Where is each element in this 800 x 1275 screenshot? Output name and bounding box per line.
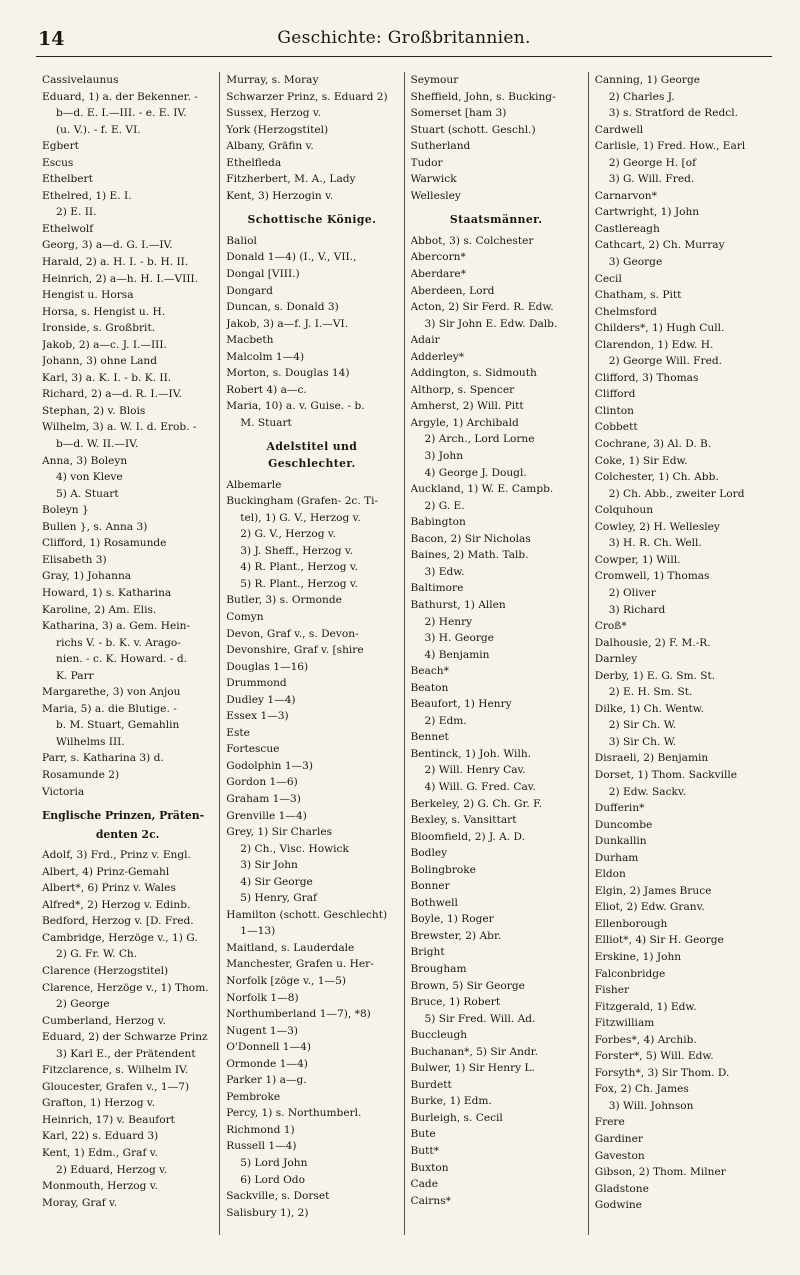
index-entry: Cowley, 2) H. Wellesley (594, 520, 720, 533)
index-entry: Albert, 4) Prinz-Gemahl (42, 865, 170, 878)
index-entry: Nugent 1—3) (226, 1024, 299, 1037)
index-entry: Godolphin 1—3) (226, 759, 314, 772)
index-entry: Burke, 1) Edm. (410, 1095, 492, 1108)
index-subentry: 5) A. Stuart (56, 487, 119, 500)
index-entry: Heinrich, 2) a—h. H. I.—VIII. (42, 272, 199, 285)
index-entry: Amherst, 2) Will. Pitt (410, 400, 524, 413)
index-entry: Buckingham (Grafen- 2c. Ti- (226, 495, 379, 508)
index-subentry: 4) von Kleve (56, 471, 123, 484)
index-entry: Clarence, Herzöge v., 1) Thom. (42, 981, 209, 994)
index-entry: Albert*, 6) Prinz v. Wales (42, 882, 176, 895)
index-entry: Harald, 2) a. H. I. - b. H. II. (42, 256, 189, 269)
index-entry: Douglas 1—16) (226, 660, 309, 673)
index-subentry: 3) Edw. (424, 565, 465, 578)
index-subentry: 6) Lord Odo (240, 1173, 305, 1186)
index-subentry: 2) Sir Ch. W. (608, 719, 677, 732)
index-subentry: 3) Sir Ch. W. (608, 735, 677, 748)
index-entry: Russell 1—4) (226, 1140, 297, 1153)
index-entry: Bentinck, 1) Joh. Wilh. (410, 747, 532, 760)
index-entry: Eduard, 2) der Schwarze Prinz (42, 1031, 208, 1044)
index-entry: Devon, Graf v., s. Devon- (226, 627, 359, 640)
index-entry: Maria, 5) a. die Blutige. - (42, 702, 177, 715)
index-entry: Forster*, 5) Will. Edw. (594, 1050, 714, 1063)
index-entry: Jakob, 2) a—c. J. I.—III. (42, 338, 167, 351)
index-entry: Chelmsford (594, 305, 657, 318)
index-entry: Victoria (42, 785, 85, 798)
index-entry: Bulwer, 1) Sir Henry L. (410, 1062, 535, 1075)
index-subentry: 5) Sir Fred. Will. Ad. (424, 1012, 536, 1025)
index-entry: Karoline, 2) Am. Elis. (42, 603, 157, 616)
index-entry: Dalhousie, 2) F. M.-R. (594, 636, 711, 649)
index-subentry: 2) G. E. (424, 499, 465, 512)
index-subentry: b—d. W. II.—IV. (56, 438, 139, 451)
index-subentry: 4) George J. Dougl. (424, 466, 527, 479)
index-entry: Brougham (410, 962, 467, 975)
index-entry: Brewster, 2) Abr. (410, 929, 502, 942)
index-entry: Fisher (594, 984, 630, 997)
index-entry: Dongard (226, 284, 273, 297)
index-entry: Bright (410, 946, 445, 959)
index-entry: Aberdeen, Lord (410, 284, 495, 297)
index-subentry: 2) Edw. Sackv. (608, 785, 687, 798)
index-entry: Fox, 2) Ch. James (594, 1083, 689, 1096)
index-subentry: 2) G. V., Herzog v. (240, 528, 336, 541)
index-subentry: 3) G. Will. Fred. (608, 173, 695, 186)
index-entry: Chatham, s. Pitt (594, 289, 682, 302)
index-entry: Bullen }, s. Anna 3) (42, 520, 148, 533)
index-entry: Addington, s. Sidmouth (410, 367, 537, 380)
index-entry: Anna, 3) Boleyn (42, 454, 128, 467)
index-column-1 (36, 72, 219, 1235)
index-entry: Bennet (410, 731, 449, 744)
index-entry: Bonner (410, 880, 450, 893)
index-entry: Monmouth, Herzog v. (42, 1180, 158, 1193)
index-entry: Cathcart, 2) Ch. Murray (594, 239, 725, 252)
index-entry: Burleigh, s. Cecil (410, 1111, 503, 1124)
index-entry: Sheffield, John, s. Bucking- (410, 90, 556, 103)
index-entry: Salisbury 1), 2) (226, 1206, 309, 1219)
section-heading: Adelstitel und Geschlechter. (266, 440, 358, 471)
index-entry: Escus (42, 156, 74, 169)
index-subentry: 4) Will. G. Fred. Cav. (424, 780, 536, 793)
index-entry: Warwick (410, 173, 457, 186)
index-entry: Derby, 1) E. G. Sm. St. (594, 669, 716, 682)
index-entry: Kent, 1) Edm., Graf v. (42, 1147, 158, 1159)
index-subentry: 3) H. George (424, 632, 494, 645)
index-entry: Percy, 1) s. Northumberl. (226, 1107, 362, 1120)
section-heading: Englische Prinzen, Präten- (42, 809, 205, 823)
index-subentry: b—d. E. I.—III. - e. E. IV. (56, 107, 187, 120)
index-entry: Dongal [VIII.) (226, 268, 300, 281)
index-entry: Ethelwolf (42, 222, 94, 235)
index-entry: Auckland, 1) W. E. Campb. (410, 483, 554, 496)
index-entry: Cumberland, Herzog v. (42, 1014, 166, 1027)
index-entry: Argyle, 1) Archibald (410, 416, 519, 429)
index-entry: Duncombe (594, 818, 653, 831)
page-header (36, 26, 772, 57)
index-entry: Wellesley (410, 189, 461, 202)
index-entry: Stuart (schott. Geschl.) (410, 123, 536, 136)
index-entry: Beaufort, 1) Henry (410, 698, 512, 711)
index-entry: Macbeth (226, 334, 274, 347)
index-entry: Malcolm 1—4) (226, 350, 305, 363)
index-subentry: 1—13) (240, 925, 276, 938)
index-entry: Carlisle, 1) Fred. How., Earl (594, 140, 746, 153)
index-subentry: nien. - c. K. Howard. - d. (56, 653, 187, 666)
index-entry: Albany, Gräfin v. (226, 140, 314, 153)
index-subentry: 2) Arch., Lord Lorne (424, 433, 535, 446)
index-entry: Cecil (594, 272, 622, 285)
index-entry: Grenville 1—4) (226, 809, 307, 822)
index-entry: Darnley (594, 653, 638, 666)
index-entry: Gladstone (594, 1182, 649, 1195)
index-entry: Donald 1—4) (I., V., VII., (226, 251, 357, 264)
index-entry: Buccleugh (410, 1029, 468, 1042)
index-entry: Hengist u. Horsa (42, 289, 134, 302)
index-entry: Howard, 1) s. Katharina (42, 586, 172, 599)
index-entry: Cromwell, 1) Thomas (594, 570, 710, 583)
index-subentry: 3) s. Stratford de Redcl. (608, 107, 738, 120)
index-entry: Fitzwilliam (594, 1017, 655, 1030)
index-entry: Baines, 2) Math. Talb. (410, 549, 529, 562)
index-entry: Bolingbroke (410, 863, 476, 876)
index-entry: Colchester, 1) Ch. Abb. (594, 471, 719, 484)
index-entry: Kent, 3) Herzogin v. (226, 189, 334, 202)
index-entry: Althorp, s. Spencer (410, 383, 515, 396)
index-entry: Georg, 3) a—d. G. I.—IV. (42, 239, 173, 252)
index-entry: O'Donnell 1—4) (226, 1041, 311, 1054)
index-entry: Eldon (594, 868, 626, 881)
index-subentry: tel), 1) G. V., Herzog v. (240, 511, 361, 524)
index-entry: Albemarle (226, 478, 282, 491)
index-entry: Rosamunde 2) (42, 768, 120, 781)
index-entry: Clarendon, 1) Edw. H. (594, 338, 714, 351)
index-entry: Horsa, s. Hengist u. H. (42, 305, 166, 318)
index-entry: Clifford (594, 388, 636, 401)
index-subentry: 3) Sir John E. Edw. Dalb. (424, 317, 558, 330)
index-entry: York (Herzogstitel) (226, 123, 329, 136)
index-subentry: 2) Edm. (424, 714, 467, 727)
index-subentry: 2) George Will. Fred. (608, 355, 723, 368)
index-entry: Disraeli, 2) Benjamin (594, 752, 709, 765)
index-entry: Schwarzer Prinz, s. Eduard 2) (226, 90, 388, 103)
index-entry: Margarethe, 3) von Anjou (42, 686, 181, 699)
index-subentry: 2) G. Fr. W. Ch. (56, 948, 138, 961)
index-entry: Godwine (594, 1199, 642, 1212)
index-entry: Bloomfield, 2) J. A. D. (410, 830, 525, 843)
index-entry: Gardiner (594, 1133, 643, 1145)
index-entry: Clarence (Herzogstitel) (42, 964, 169, 977)
index-entry: Colquhoun (594, 504, 654, 517)
index-entry: Baliol (226, 234, 257, 247)
index-entry: Wilhelm, 3) a. W. I. d. Erob. - (42, 421, 197, 434)
index-entry: Bexley, s. Vansittart (410, 814, 517, 827)
index-entry: Ellenborough (594, 917, 668, 930)
index-entry: Robert 4) a—c. (226, 383, 307, 396)
index-entry: Dunkallin (594, 835, 647, 848)
index-entry: Comyn (226, 610, 264, 623)
index-entry: Elisabeth 3) (42, 553, 107, 566)
section-heading-continued: denten 2c. (95, 827, 160, 841)
index-entry: Richard, 2) a—d. R. I.—IV. (42, 388, 182, 401)
index-columns (36, 72, 772, 1235)
index-entry: Cassivelaunus (42, 74, 119, 86)
page-number: 14 (38, 28, 65, 50)
index-entry: Aberdare* (410, 268, 466, 281)
index-entry: Adderley* (410, 350, 464, 363)
index-entry: Brown, 5) Sir George (410, 979, 525, 992)
index-entry: Beaton (410, 681, 449, 694)
index-entry: Cobbett (594, 421, 638, 434)
index-entry: Acton, 2) Sir Ferd. R. Edw. (410, 301, 554, 314)
index-entry: Karl, 22) s. Eduard 3) (42, 1130, 159, 1143)
index-subentry: 2) E. H. Sm. St. (608, 686, 693, 699)
index-entry: Este (226, 726, 250, 739)
index-entry: Erskine, 1) John (594, 950, 682, 963)
index-entry: Castlereagh (594, 222, 660, 235)
index-entry: Johann, 3) ohne Land (42, 355, 158, 368)
index-entry: Fortescue (226, 743, 280, 756)
index-entry: Gloucester, Grafen v., 1—7) (42, 1080, 190, 1093)
index-entry: Manchester, Grafen u. Her- (226, 958, 374, 971)
index-entry: Sussex, Herzog v. (226, 107, 321, 120)
index-entry: Dilke, 1) Ch. Wentw. (594, 702, 704, 715)
index-subentry: (u. V.). - f. E. VI. (56, 123, 141, 136)
index-entry: Boleyn } (42, 504, 89, 517)
index-entry: Frere (594, 1116, 625, 1129)
index-entry: Buxton (410, 1161, 449, 1174)
index-subentry: 2) George H. [of (608, 156, 696, 169)
index-entry: Maitland, s. Lauderdale (226, 941, 355, 954)
index-entry: Fitzgerald, 1) Edw. (594, 1000, 697, 1013)
index-entry: Katharina, 3) a. Gem. Hein- (42, 620, 191, 633)
index-subentry: 4) Sir George (240, 875, 313, 888)
index-subentry: 3) J. Sheff., Herzog v. (240, 544, 354, 557)
index-entry: Clifford, 1) Rosamunde (42, 537, 167, 550)
index-entry: Ethelfleda (226, 156, 282, 169)
index-entry: Clinton (594, 404, 634, 417)
index-entry: Bruce, 1) Robert (410, 996, 501, 1009)
index-subentry: 4) R. Plant., Herzog v. (240, 561, 358, 574)
index-entry: Maria, 10) a. v. Guise. - b. (226, 400, 365, 413)
index-subentry: 3) H. R. Ch. Well. (608, 537, 702, 550)
index-subentry: 2) George (56, 998, 110, 1011)
index-entry: Heinrich, 17) v. Beaufort (42, 1113, 175, 1126)
index-entry: Eliot, 2) Edw. Granv. (594, 901, 705, 914)
page-title: Geschichte: Großbritannien. (277, 28, 531, 48)
index-entry: Parr, s. Katharina 3) d. (42, 752, 164, 765)
index-entry: Pembroke (226, 1090, 281, 1103)
index-entry: Adolf, 3) Frd., Prinz v. Engl. (42, 849, 191, 862)
index-entry: Graham 1—3) (226, 792, 301, 805)
index-entry: Bothwell (410, 896, 458, 909)
index-entry: Canning, 1) George (594, 74, 701, 86)
index-entry: Norfolk [zöge v., 1—5) (226, 974, 346, 987)
index-entry: Buchanan*, 5) Sir Andr. (410, 1045, 539, 1058)
index-subentry: 2) Will. Henry Cav. (424, 764, 526, 777)
index-entry: Gordon 1—6) (226, 776, 298, 789)
index-entry: Grafton, 1) Herzog v. (42, 1097, 155, 1110)
index-entry: Boyle, 1) Roger (410, 913, 494, 926)
index-subentry: K. Parr (56, 669, 94, 682)
section-heading: Schottische Könige. (247, 213, 377, 227)
index-entry: Drummond (226, 677, 287, 690)
index-entry: Berkeley, 2) G. Ch. Gr. F. (410, 797, 543, 810)
index-entry: Sutherland (410, 140, 471, 153)
index-entry: Ironside, s. Großbrit. (42, 322, 156, 335)
index-entry: Cairns* (410, 1194, 451, 1207)
index-entry: Butt* (410, 1145, 439, 1157)
index-subentry: 3) George (608, 256, 663, 269)
index-entry: Alfred*, 2) Herzog v. Edinb. (42, 898, 191, 911)
index-entry: Elgin, 2) James Bruce (594, 884, 712, 897)
index-entry: Bedford, Herzog v. [D. Fred. (42, 915, 194, 928)
index-entry: Clifford, 3) Thomas (594, 371, 699, 384)
index-entry: Bute (410, 1128, 436, 1141)
index-subentry: 2) Eduard, Herzog v. (56, 1163, 168, 1176)
index-subentry: 2) Ch. Abb., zweiter Lord (608, 487, 745, 500)
index-subentry: M. Stuart (240, 416, 292, 429)
index-subentry: 3) Sir John (240, 859, 298, 872)
index-entry: Cardwell (594, 123, 644, 136)
index-entry: Ormonde 1—4) (226, 1057, 308, 1070)
index-entry: Cochrane, 3) Al. D. B. (594, 438, 712, 451)
index-entry: Egbert (42, 140, 79, 153)
index-entry: Bathurst, 1) Allen (410, 598, 506, 611)
index-entry: Norfolk 1—8) (226, 991, 299, 1004)
index-entry: Stephan, 2) v. Blois (42, 404, 146, 417)
index-entry: Croß* (594, 620, 627, 633)
index-entry: Dufferin* (594, 802, 645, 815)
index-subentry: Wilhelms III. (56, 735, 125, 748)
index-entry: Karl, 3) a. K. I. - b. K. II. (42, 371, 172, 384)
index-entry: Butler, 3) s. Ormonde (226, 594, 342, 607)
index-entry: Childers*, 1) Hugh Cull. (594, 322, 725, 335)
index-subentry: 5) R. Plant., Herzog v. (240, 577, 358, 590)
index-entry: Northumberland 1—7), *8) (226, 1008, 371, 1021)
index-entry: Cade (410, 1178, 438, 1191)
index-entry: Burdett (410, 1078, 452, 1091)
index-entry: Cartwright, 1) John (594, 206, 700, 219)
index-entry: Coke, 1) Sir Edw. (594, 454, 688, 467)
index-entry: Carnarvon* (594, 189, 657, 202)
index-entry: Bacon, 2) Sir Nicholas (410, 532, 531, 545)
index-entry: Babington (410, 516, 466, 529)
index-entry: Devonshire, Graf v. [shire (226, 644, 364, 657)
index-entry: Bodley (410, 847, 448, 860)
index-entry: Falconbridge (594, 967, 666, 980)
index-entry: Gibson, 2) Thom. Milner (594, 1166, 726, 1179)
index-entry: Murray, s. Moray (226, 74, 319, 86)
index-subentry: 5) Lord John (240, 1157, 308, 1169)
index-column-2 (219, 72, 403, 1235)
index-subentry: 2) E. II. (56, 206, 97, 219)
index-entry: Gray, 1) Johanna (42, 570, 132, 583)
index-entry: Grey, 1) Sir Charles (226, 826, 333, 839)
index-column-4 (588, 72, 772, 1235)
index-entry: Beach* (410, 665, 449, 678)
index-entry: Hamilton (schott. Geschlecht) (226, 908, 388, 921)
index-entry: Adair (410, 334, 440, 347)
index-entry: Dudley 1—4) (226, 693, 296, 706)
index-entry: Elliot*, 4) Sir H. George (594, 934, 724, 947)
index-entry: Durham (594, 851, 639, 864)
index-subentry: richs V. - b. K. v. Arago- (56, 636, 181, 649)
index-entry: Cowper, 1) Will. (594, 553, 681, 566)
index-subentry: 3) John (424, 450, 464, 463)
index-entry: Essex 1—3) (226, 710, 289, 723)
index-subentry: 2) Charles J. (608, 90, 675, 103)
index-subentry: 2) Henry (424, 615, 473, 628)
index-column-3 (404, 72, 588, 1235)
index-subentry: b. M. Stuart, Gemahlin (56, 719, 180, 732)
index-entry: Parker 1) a—g. (226, 1074, 307, 1087)
index-subentry: 3) Richard (608, 603, 666, 616)
index-entry: Forsyth*, 3) Sir Thom. D. (594, 1066, 730, 1079)
index-subentry: 3) Will. Johnson (608, 1099, 694, 1112)
index-entry: Seymour (410, 74, 459, 86)
index-subentry: 2) Oliver (608, 586, 656, 599)
index-entry: Eduard, 1) a. der Bekenner. - (42, 90, 198, 103)
index-entry: Sackville, s. Dorset (226, 1190, 330, 1203)
index-entry: Gaveston (594, 1149, 645, 1162)
index-entry: Cambridge, Herzöge v., 1) G. (42, 931, 198, 944)
index-entry: Abercorn* (410, 251, 466, 264)
index-entry: Abbot, 3) s. Colchester (410, 234, 534, 247)
index-entry: Fitzclarence, s. Wilhelm IV. (42, 1064, 189, 1077)
index-entry: Forbes*, 4) Archib. (594, 1033, 697, 1046)
index-entry: Jakob, 3) a—f. J. I.—VI. (226, 317, 349, 330)
index-subentry: 5) Henry, Graf (240, 892, 317, 905)
index-entry: Morton, s. Douglas 14) (226, 367, 350, 380)
index-subentry: 2) Ch., Visc. Howick (240, 842, 349, 855)
index-entry: Ethelbert (42, 173, 93, 186)
index-entry: Dorset, 1) Thom. Sackville (594, 768, 738, 781)
section-heading: Staatsmänner. (449, 213, 543, 227)
index-subentry: 3) Karl E., der Prätendent (56, 1047, 196, 1060)
index-subentry: 4) Benjamin (424, 648, 490, 661)
index-entry: Moray, Graf v. (42, 1196, 118, 1209)
index-entry: Richmond 1) (226, 1123, 295, 1136)
index-entry: Somerset [ham 3) (410, 107, 507, 120)
index-entry: Duncan, s. Donald 3) (226, 301, 339, 314)
index-entry: Baltimore (410, 582, 464, 595)
index-entry: Tudor (410, 156, 443, 169)
index-entry: Fitzherbert, M. A., Lady (226, 173, 356, 186)
index-entry: Ethelred, 1) E. I. (42, 189, 132, 202)
